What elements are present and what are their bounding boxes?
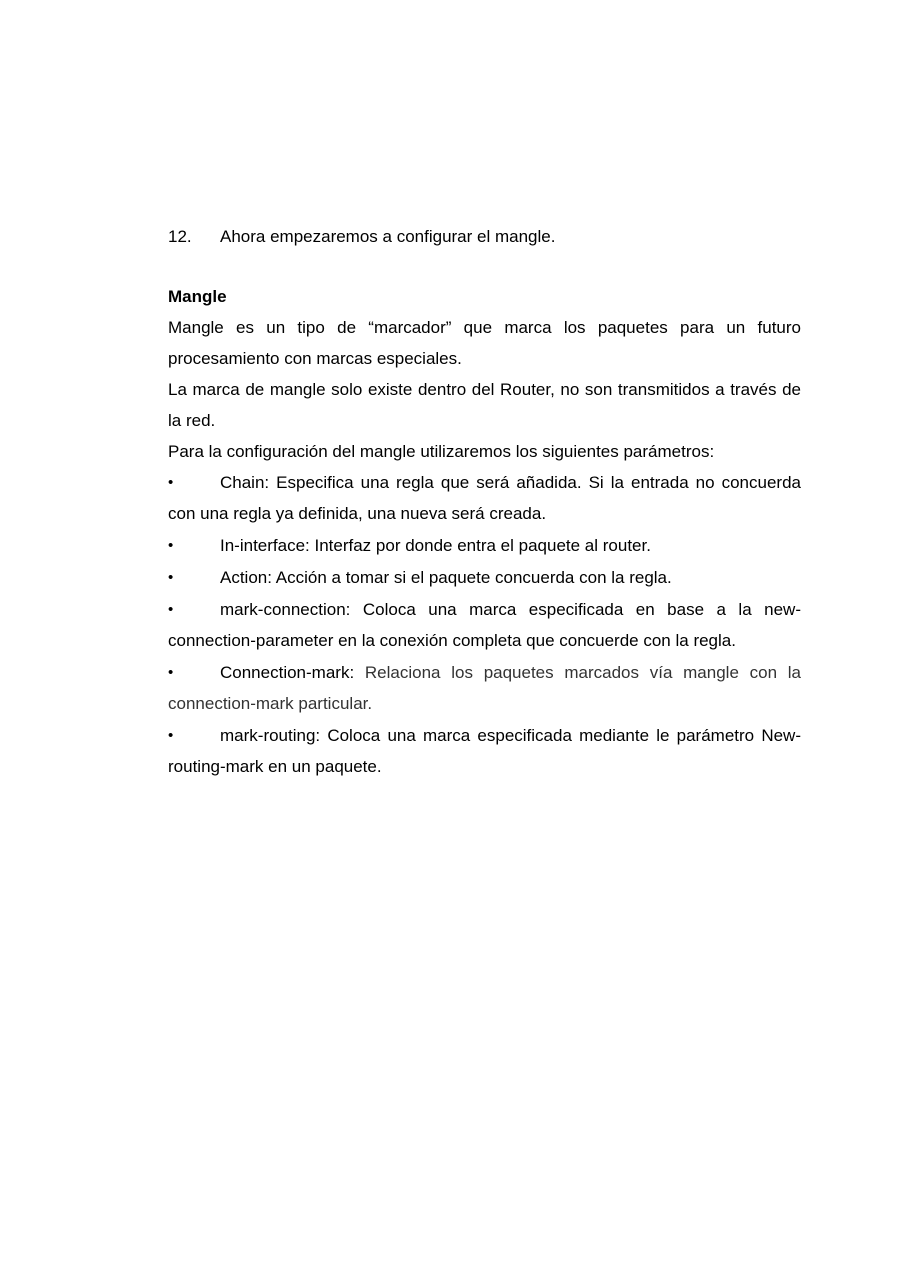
list-item-mark-routing	[168, 720, 801, 782]
list-item-term: In-interface:	[220, 536, 310, 555]
list-item-action	[168, 562, 801, 593]
list-item-term: Chain:	[220, 473, 270, 492]
bullet-icon: •	[168, 664, 174, 681]
list-item-description: Coloca una marca especificada en base a la new-connection-parameter en la conexión completa que concuerde con la regla.	[168, 600, 801, 650]
section-heading: Mangle	[168, 287, 227, 306]
document-page	[168, 221, 801, 783]
list-item-description: Acción a tomar si el paquete concuerda con la regla.	[271, 568, 672, 587]
bullet-icon: •	[168, 474, 174, 491]
list-item-chain	[168, 467, 801, 529]
list-item-description: Coloca una marca especificada mediante le parámetro New-routing-mark en un paquete.	[168, 726, 801, 776]
step-text: Ahora empezaremos a configurar el mangle.	[220, 227, 556, 246]
bullet-icon: •	[168, 537, 174, 554]
list-item-term: Connection-mark:	[220, 663, 355, 682]
paragraph-definition: Mangle es un tipo de “marcador” que marca los paquetes para un futuro procesamiento con marcas especiales.	[168, 318, 801, 368]
list-item-description: Especifica una regla que será añadida. Si la entrada no concuerda con una regla ya definida, una nueva será creada.	[168, 473, 801, 523]
list-item-term: mark-routing:	[220, 726, 321, 745]
step-number: 12.	[168, 227, 192, 246]
list-item-description: Interfaz por donde entra el paquete al router.	[309, 536, 651, 555]
step-item	[168, 221, 801, 252]
bullet-icon: •	[168, 601, 174, 618]
paragraph-scope: La marca de mangle solo existe dentro del Router, no son transmitidos a través de la red.	[168, 380, 801, 430]
bullet-icon: •	[168, 569, 174, 586]
list-item-term: mark-connection:	[220, 600, 351, 619]
list-item-in-interface	[168, 530, 801, 561]
list-item-description: Relaciona los paquetes marcados vía mangle con la connection-mark particular.	[168, 663, 801, 713]
list-item-mark-connection	[168, 594, 801, 656]
list-item-connection-mark	[168, 657, 801, 719]
bullet-icon: •	[168, 727, 174, 744]
list-item-term: Action:	[220, 568, 272, 587]
paragraph-intro: Para la configuración del mangle utilizaremos los siguientes parámetros:	[168, 442, 715, 461]
